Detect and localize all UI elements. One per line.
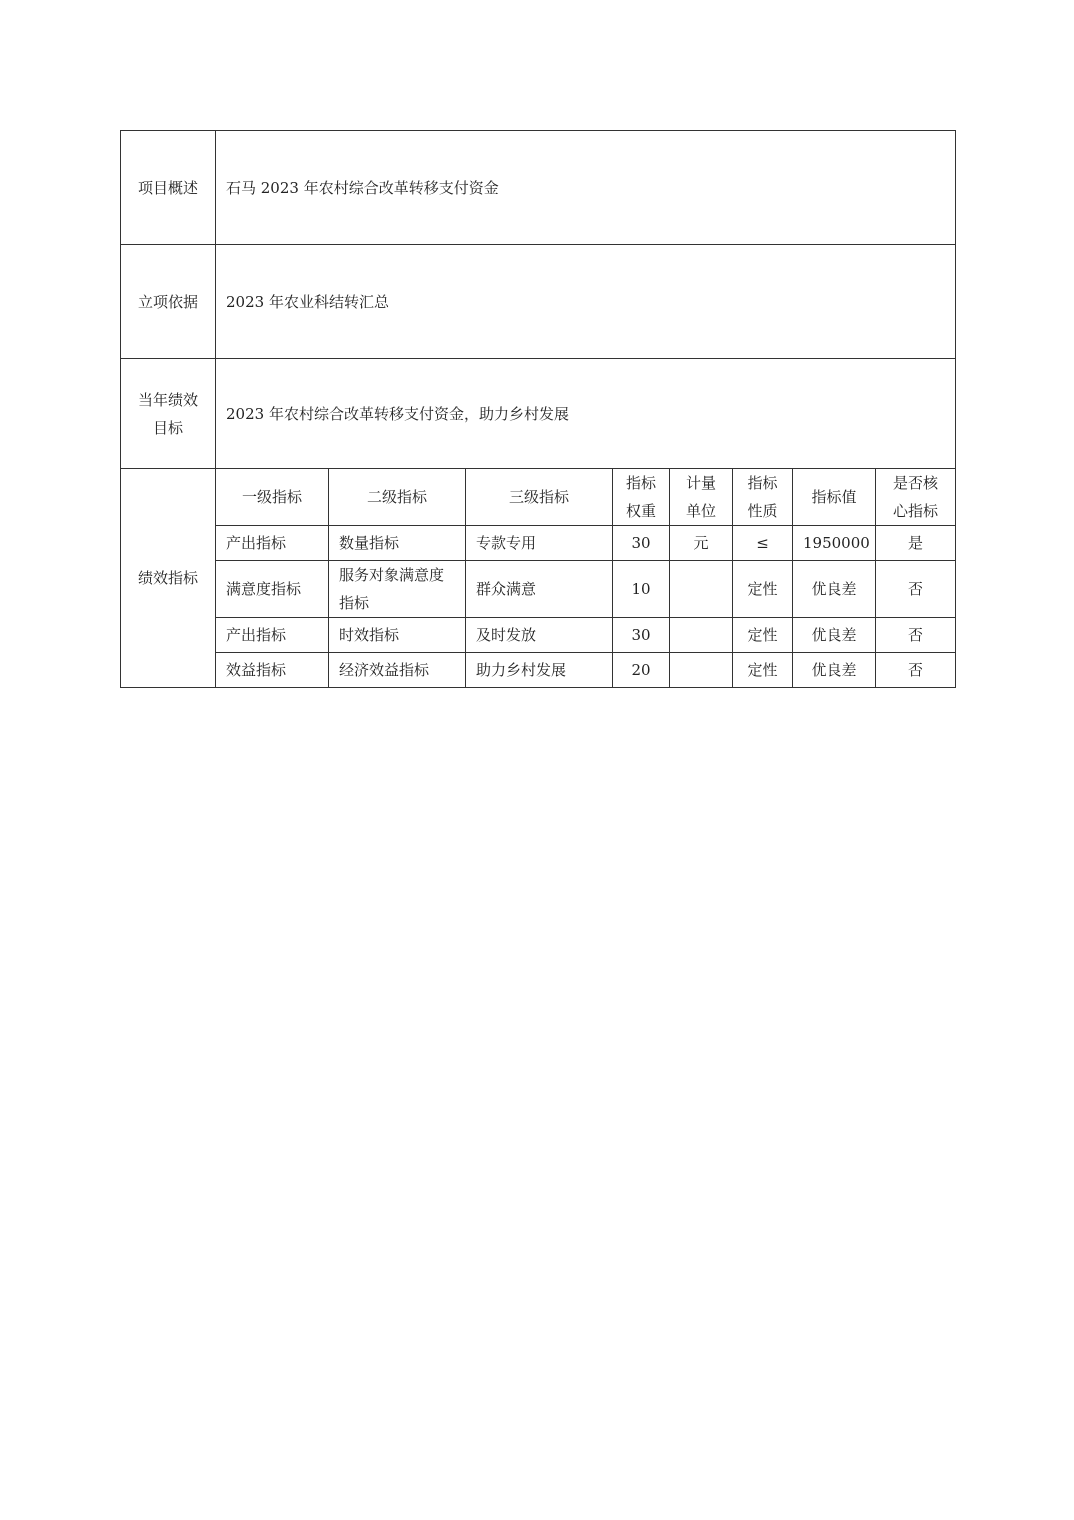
overview-label: 项目概述 [121, 131, 216, 245]
row-unit: 元 [670, 526, 733, 561]
row-value: 1950000 [793, 526, 876, 561]
header-weight-line1: 指标 [625, 474, 656, 492]
row-level2-line1: 服务对象满意度 [339, 566, 445, 584]
row-core: 否 [876, 653, 956, 688]
row-level3: 及时发放 [466, 618, 613, 653]
row-nature: 定性 [733, 561, 793, 618]
row-level3: 群众满意 [466, 561, 613, 618]
basis-row [121, 245, 956, 359]
table-row [121, 618, 956, 653]
header-weight-line2: 权重 [625, 502, 656, 520]
row-level3: 助力乡村发展 [466, 653, 613, 688]
row-nature: 定性 [733, 618, 793, 653]
row-weight: 30 [613, 618, 670, 653]
row-core: 否 [876, 618, 956, 653]
row-nature: 定性 [733, 653, 793, 688]
header-unit [670, 469, 733, 526]
indicator-header-row [121, 469, 956, 526]
header-level1: 一级指标 [216, 469, 329, 526]
table-row [121, 561, 956, 618]
row-unit [670, 653, 733, 688]
header-unit-line1: 计量 [685, 474, 716, 492]
row-unit [670, 561, 733, 618]
annual-goal-label-line2: 目标 [152, 418, 183, 437]
header-level2: 二级指标 [329, 469, 466, 526]
row-weight: 20 [613, 653, 670, 688]
row-level1: 产出指标 [216, 618, 329, 653]
header-core-line2: 心指标 [893, 502, 939, 520]
row-unit [670, 618, 733, 653]
header-nature [733, 469, 793, 526]
annual-goal-row [121, 359, 956, 469]
basis-label: 立项依据 [121, 245, 216, 359]
header-core [876, 469, 956, 526]
header-weight [613, 469, 670, 526]
row-level1: 产出指标 [216, 526, 329, 561]
row-core: 否 [876, 561, 956, 618]
row-weight: 30 [613, 526, 670, 561]
table-row [121, 526, 956, 561]
header-core-line1: 是否核 [893, 474, 939, 492]
row-nature: ≤ [733, 526, 793, 561]
overview-value: 石马 2023 年农村综合改革转移支付资金 [216, 131, 956, 245]
row-value: 优良差 [793, 561, 876, 618]
header-nature-line2: 性质 [747, 502, 778, 520]
basis-value: 2023 年农业科结转汇总 [216, 245, 956, 359]
row-level2: 时效指标 [329, 618, 466, 653]
table-row [121, 653, 956, 688]
row-level1: 满意度指标 [216, 561, 329, 618]
indicators-label: 绩效指标 [121, 469, 216, 688]
row-level2: 经济效益指标 [329, 653, 466, 688]
row-value: 优良差 [793, 618, 876, 653]
row-level2: 数量指标 [329, 526, 466, 561]
annual-goal-label-line1: 当年绩效 [137, 390, 198, 409]
row-core: 是 [876, 526, 956, 561]
header-unit-line2: 单位 [685, 502, 716, 520]
header-value: 指标值 [793, 469, 876, 526]
row-weight: 10 [613, 561, 670, 618]
performance-table [120, 130, 956, 688]
annual-goal-label [121, 359, 216, 469]
header-level3: 三级指标 [466, 469, 613, 526]
header-nature-line1: 指标 [747, 474, 778, 492]
overview-row [121, 131, 956, 245]
row-level3: 专款专用 [466, 526, 613, 561]
row-value: 优良差 [793, 653, 876, 688]
row-level1: 效益指标 [216, 653, 329, 688]
annual-goal-value: 2023 年农村综合改革转移支付资金，助力乡村发展 [216, 359, 956, 469]
row-level2-line2: 指标 [339, 594, 370, 612]
row-level2 [329, 561, 466, 618]
